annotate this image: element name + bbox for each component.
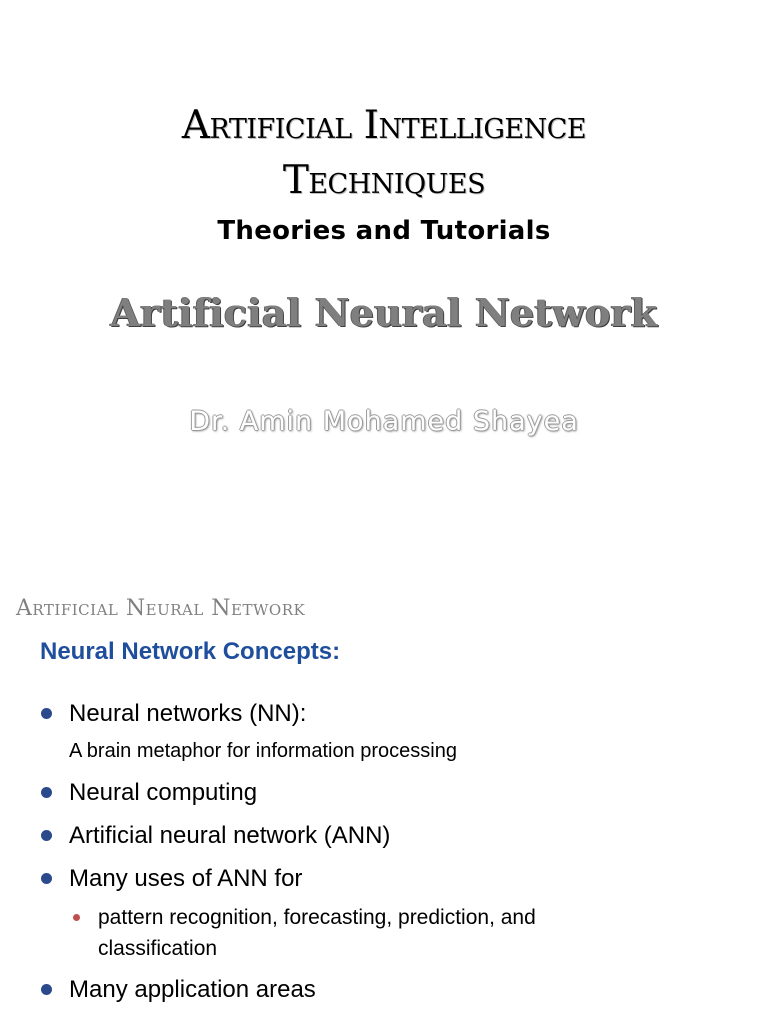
concepts-heading: Neural Network Concepts: [40, 638, 341, 665]
bullet-item [69, 822, 390, 850]
bullet-text: Many uses of ANN for [69, 865, 303, 892]
section-heading: Artificial Neural Network [16, 596, 306, 621]
bullet-note: A brain metaphor for information processing [69, 740, 457, 762]
bullet-item [69, 865, 302, 893]
bullet-text: Many application areas [69, 976, 316, 1003]
bullet-text: Neural computing [69, 779, 258, 806]
content-slide [0, 576, 768, 1024]
topic-title: Artificial Neural Network [110, 290, 658, 335]
sub-bullet-item [98, 902, 658, 964]
bullet-dot-icon [41, 873, 52, 884]
bullet-dot-icon [41, 787, 52, 798]
author-name: Dr. Amin Mohamed Shayea [189, 406, 579, 437]
bullet-item [69, 976, 316, 1004]
bullet-dot-icon [41, 708, 52, 719]
main-title-line-1: Artificial Intelligence [181, 103, 587, 148]
bullet-item [69, 779, 257, 807]
bullet-item [69, 700, 306, 728]
bullet-text: Neural networks (NN): [69, 700, 307, 727]
sub-bullet-text: pattern recognition, forecasting, prediction, and classification [98, 906, 536, 960]
bullet-dot-icon [41, 830, 52, 841]
main-title-line-2: Techniques [282, 158, 486, 203]
subtitle: Theories and Tutorials [217, 216, 551, 246]
bullet-text: Artificial neural network (ANN) [69, 822, 391, 849]
bullet-dot-icon [41, 984, 52, 995]
sub-bullet-dot-icon [73, 914, 80, 921]
